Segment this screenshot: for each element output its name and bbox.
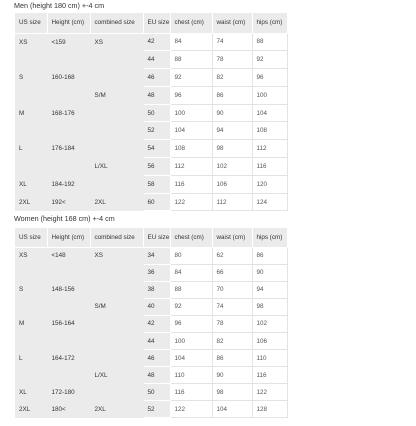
women-cell-hips: 102 <box>252 315 287 332</box>
men-cell-height <box>47 158 90 176</box>
table-row <box>15 158 287 176</box>
women-cell-eu-size: 48 <box>143 367 170 384</box>
men-cell-chest: 96 <box>170 86 212 104</box>
men-cell-us-size: XS <box>15 33 47 51</box>
men-cell-chest: 100 <box>170 104 212 122</box>
women-cell-combined-size: S/M <box>90 298 143 315</box>
men-cell-waist: 94 <box>212 122 252 140</box>
men-cell-us-size: L <box>15 140 47 158</box>
men-cell-eu-size: 46 <box>143 69 170 87</box>
women-cell-combined-size: L/XL <box>90 367 143 384</box>
men-cell-waist: 86 <box>212 86 252 104</box>
women-cell-eu-size: 38 <box>143 281 170 298</box>
women-cell-hips: 110 <box>252 350 287 367</box>
women-cell-waist: 62 <box>212 247 252 264</box>
men-size-table <box>15 13 288 211</box>
men-cell-height <box>47 86 90 104</box>
women-cell-hips: 128 <box>252 401 287 418</box>
women-cell-chest: 122 <box>170 401 212 418</box>
women-cell-hips: 94 <box>252 281 287 298</box>
women-cell-chest: 100 <box>170 332 212 349</box>
women-cell-us-size: L <box>15 350 47 367</box>
women-header-chest: chest (cm) <box>170 228 212 247</box>
men-cell-combined-size <box>90 122 143 140</box>
men-cell-combined-size: 2XL <box>90 193 143 211</box>
women-cell-chest: 96 <box>170 315 212 332</box>
men-cell-waist: 90 <box>212 104 252 122</box>
women-header-eu-size: EU size <box>143 228 170 247</box>
women-cell-height <box>47 264 90 281</box>
women-cell-combined-size <box>90 332 143 349</box>
men-cell-combined-size <box>90 51 143 69</box>
table-row <box>15 332 287 349</box>
women-cell-waist: 70 <box>212 281 252 298</box>
men-cell-eu-size: 56 <box>143 158 170 176</box>
table-row <box>15 298 287 315</box>
women-cell-height: 172-180 <box>47 384 90 401</box>
women-cell-hips: 98 <box>252 298 287 315</box>
women-header-waist: waist (cm) <box>212 228 252 247</box>
men-cell-waist: 78 <box>212 51 252 69</box>
women-cell-height: 156-164 <box>47 315 90 332</box>
women-cell-eu-size: 50 <box>143 384 170 401</box>
table-row <box>15 193 287 211</box>
men-cell-hips: 108 <box>252 122 287 140</box>
table-row <box>15 350 287 367</box>
men-header-height: Height (cm) <box>47 13 90 33</box>
women-cell-chest: 92 <box>170 298 212 315</box>
table-row <box>15 281 287 298</box>
men-header-chest: chest (cm) <box>170 13 212 33</box>
women-size-table <box>15 228 288 418</box>
women-cell-waist: 74 <box>212 298 252 315</box>
women-cell-chest: 110 <box>170 367 212 384</box>
women-cell-chest: 88 <box>170 281 212 298</box>
women-cell-height <box>47 298 90 315</box>
table-row <box>15 122 287 140</box>
men-cell-hips: 92 <box>252 51 287 69</box>
men-cell-combined-size <box>90 69 143 87</box>
men-cell-height: 184-192 <box>47 175 90 193</box>
men-cell-hips: 116 <box>252 158 287 176</box>
men-cell-waist: 74 <box>212 33 252 51</box>
women-cell-eu-size: 42 <box>143 315 170 332</box>
men-cell-combined-size: L/XL <box>90 158 143 176</box>
table-row <box>15 33 287 51</box>
women-table-title: Women (height 168 cm) +-4 cm <box>14 214 115 223</box>
table-row <box>15 51 287 69</box>
women-cell-hips: 106 <box>252 332 287 349</box>
women-cell-hips: 122 <box>252 384 287 401</box>
men-cell-waist: 106 <box>212 175 252 193</box>
men-cell-hips: 104 <box>252 104 287 122</box>
women-cell-combined-size <box>90 384 143 401</box>
women-cell-eu-size: 36 <box>143 264 170 281</box>
table-row <box>15 86 287 104</box>
men-cell-waist: 102 <box>212 158 252 176</box>
women-cell-chest: 84 <box>170 264 212 281</box>
women-header-us-size: US size <box>15 228 47 247</box>
men-cell-hips: 120 <box>252 175 287 193</box>
women-cell-us-size: XL <box>15 384 47 401</box>
women-cell-combined-size <box>90 350 143 367</box>
men-cell-height <box>47 51 90 69</box>
men-cell-us-size: S <box>15 69 47 87</box>
women-cell-us-size: 2XL <box>15 401 47 418</box>
table-row <box>15 247 287 264</box>
women-cell-waist: 104 <box>212 401 252 418</box>
men-cell-hips: 112 <box>252 140 287 158</box>
women-cell-us-size: S <box>15 281 47 298</box>
table-row <box>15 401 287 418</box>
men-cell-hips: 100 <box>252 86 287 104</box>
women-cell-eu-size: 46 <box>143 350 170 367</box>
men-cell-hips: 88 <box>252 33 287 51</box>
men-cell-height: 192< <box>47 193 90 211</box>
men-header-hips: hips (cm) <box>252 13 287 33</box>
women-cell-combined-size <box>90 281 143 298</box>
women-cell-waist: 98 <box>212 384 252 401</box>
men-cell-combined-size <box>90 175 143 193</box>
men-cell-us-size <box>15 51 47 69</box>
women-cell-eu-size: 52 <box>143 401 170 418</box>
women-cell-waist: 82 <box>212 332 252 349</box>
men-cell-height: <159 <box>47 33 90 51</box>
women-header-row <box>15 228 287 247</box>
men-cell-chest: 92 <box>170 69 212 87</box>
men-cell-height: 168-176 <box>47 104 90 122</box>
men-cell-waist: 112 <box>212 193 252 211</box>
men-cell-eu-size: 50 <box>143 104 170 122</box>
women-cell-combined-size: XS <box>90 247 143 264</box>
women-cell-us-size <box>15 298 47 315</box>
women-cell-hips: 116 <box>252 367 287 384</box>
men-cell-eu-size: 44 <box>143 51 170 69</box>
women-cell-us-size: XS <box>15 247 47 264</box>
men-cell-waist: 98 <box>212 140 252 158</box>
women-cell-height: 164-172 <box>47 350 90 367</box>
men-cell-eu-size: 54 <box>143 140 170 158</box>
men-cell-hips: 124 <box>252 193 287 211</box>
men-cell-height: 160-168 <box>47 69 90 87</box>
women-cell-waist: 86 <box>212 350 252 367</box>
women-cell-combined-size: 2XL <box>90 401 143 418</box>
women-cell-us-size <box>15 264 47 281</box>
women-cell-hips: 90 <box>252 264 287 281</box>
men-cell-chest: 104 <box>170 122 212 140</box>
women-cell-height: <148 <box>47 247 90 264</box>
men-cell-combined-size: S/M <box>90 86 143 104</box>
women-cell-waist: 66 <box>212 264 252 281</box>
women-cell-hips: 86 <box>252 247 287 264</box>
men-header-eu-size: EU size <box>143 13 170 33</box>
women-cell-height: 180< <box>47 401 90 418</box>
women-cell-us-size: M <box>15 315 47 332</box>
women-header-hips: hips (cm) <box>252 228 287 247</box>
men-cell-us-size <box>15 158 47 176</box>
men-cell-waist: 82 <box>212 69 252 87</box>
men-cell-chest: 108 <box>170 140 212 158</box>
women-cell-chest: 116 <box>170 384 212 401</box>
men-header-row <box>15 13 287 33</box>
men-cell-us-size: M <box>15 104 47 122</box>
table-row <box>15 367 287 384</box>
men-header-waist: waist (cm) <box>212 13 252 33</box>
women-cell-combined-size <box>90 315 143 332</box>
men-cell-chest: 84 <box>170 33 212 51</box>
women-header-height: Height (cm) <box>47 228 90 247</box>
women-cell-eu-size: 40 <box>143 298 170 315</box>
men-cell-eu-size: 58 <box>143 175 170 193</box>
men-cell-eu-size: 52 <box>143 122 170 140</box>
women-cell-combined-size <box>90 264 143 281</box>
men-cell-us-size: XL <box>15 175 47 193</box>
table-row <box>15 104 287 122</box>
table-row <box>15 315 287 332</box>
men-cell-hips: 96 <box>252 69 287 87</box>
men-cell-eu-size: 60 <box>143 193 170 211</box>
women-cell-chest: 104 <box>170 350 212 367</box>
women-cell-us-size <box>15 332 47 349</box>
men-cell-us-size <box>15 86 47 104</box>
women-cell-height <box>47 332 90 349</box>
men-cell-chest: 112 <box>170 158 212 176</box>
women-header-combined-size: combined size <box>90 228 143 247</box>
men-header-combined-size: combined size <box>90 13 143 33</box>
table-row <box>15 264 287 281</box>
table-row <box>15 175 287 193</box>
men-cell-eu-size: 42 <box>143 33 170 51</box>
men-cell-combined-size <box>90 140 143 158</box>
men-cell-chest: 116 <box>170 175 212 193</box>
table-row <box>15 69 287 87</box>
men-cell-eu-size: 48 <box>143 86 170 104</box>
men-cell-us-size: 2XL <box>15 193 47 211</box>
women-cell-eu-size: 44 <box>143 332 170 349</box>
table-row <box>15 140 287 158</box>
men-cell-chest: 122 <box>170 193 212 211</box>
men-cell-height: 176-184 <box>47 140 90 158</box>
women-cell-eu-size: 34 <box>143 247 170 264</box>
table-row <box>15 384 287 401</box>
men-cell-us-size <box>15 122 47 140</box>
men-table-title: Men (height 180 cm) +-4 cm <box>14 1 105 10</box>
men-cell-chest: 88 <box>170 51 212 69</box>
women-cell-height <box>47 367 90 384</box>
women-cell-height: 148-156 <box>47 281 90 298</box>
women-cell-us-size <box>15 367 47 384</box>
men-header-us-size: US size <box>15 13 47 33</box>
women-cell-waist: 78 <box>212 315 252 332</box>
women-cell-chest: 80 <box>170 247 212 264</box>
men-cell-height <box>47 122 90 140</box>
men-cell-combined-size: XS <box>90 33 143 51</box>
men-cell-combined-size <box>90 104 143 122</box>
women-cell-waist: 90 <box>212 367 252 384</box>
